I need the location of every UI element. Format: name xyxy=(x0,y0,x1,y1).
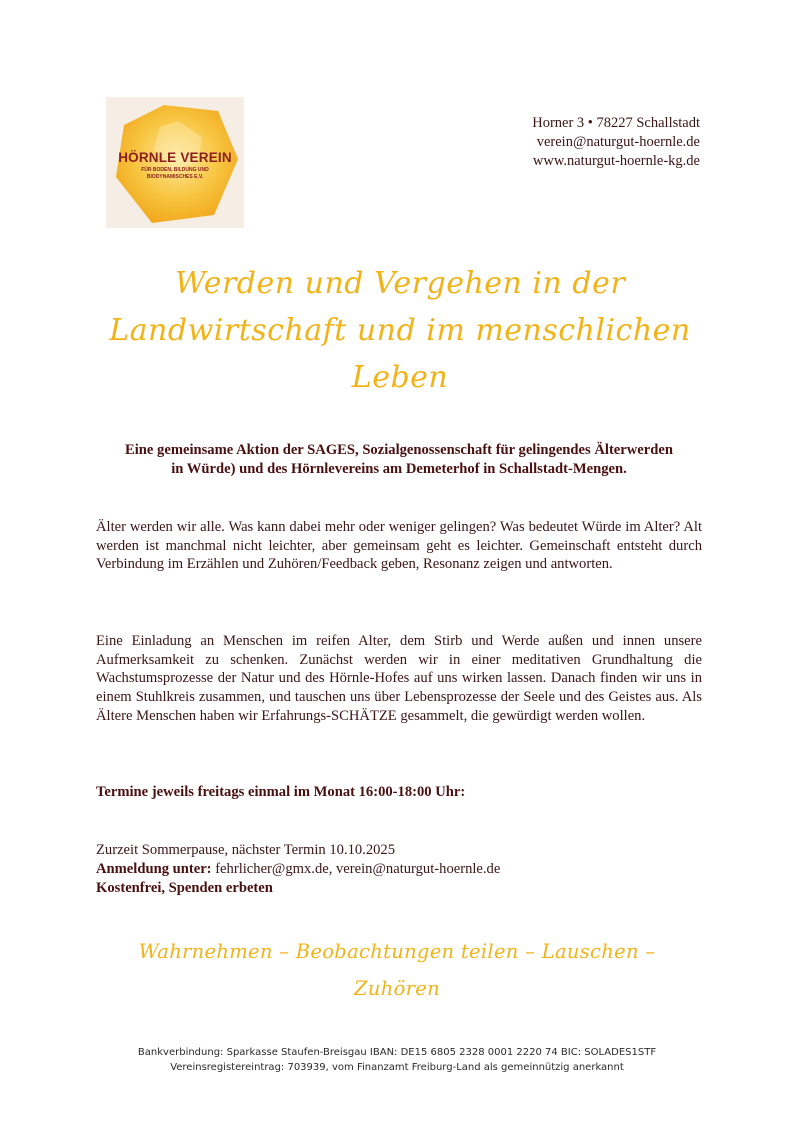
logo-subtitle-line: BIODYNAMISCHES E.V. xyxy=(146,173,204,180)
address-street: Horner 3 • 78227 Schallstadt xyxy=(532,115,700,131)
paragraph-1: Älter werden wir alle. Was kann dabei mehr oder weniger gelingen? Was bedeutet Würde im Alter? Alt werden ist manchmal nicht leichter, aber gemeinsam geht es leichter. Gemeinschaft entsteht durch Verbindung im Erzählen und Zuhören/Feedback geben, Resonanz zeigen und antworten. xyxy=(96,519,702,573)
intro-line: in Würde) und des Hörnlevereins am Demeterhof in Schallstadt-Mengen. xyxy=(171,461,627,477)
address-email[interactable]: verein@naturgut-hoernle.de xyxy=(536,134,700,150)
kosten-text: Kostenfrei, Spenden erbeten xyxy=(96,880,273,896)
address-block xyxy=(532,114,700,171)
footer-bank: Bankverbindung: Sparkasse Staufen-Breisgau IBAN: DE15 6805 2328 0001 2220 74 BIC: SOLADES1STF xyxy=(137,1047,657,1058)
logo-subtitle xyxy=(134,167,216,180)
anmeldung-line xyxy=(96,860,500,879)
motto xyxy=(90,933,704,1007)
logo xyxy=(106,97,244,228)
kosten-note xyxy=(96,879,500,898)
logo-subtitle-line: FÜR BODEN, BILDUNG UND xyxy=(141,167,209,173)
title-line: Werden und Vergehen in der xyxy=(174,266,626,301)
footer-register: Vereinsregistereintrag: 703939, vom Finanzamt Freiburg-Land als gemeinnützig anerkannt xyxy=(170,1062,624,1073)
anmeldung-label: Anmeldung unter: xyxy=(96,861,212,877)
pause-note: Zurzeit Sommerpause, nächster Termin 10.10.2025 xyxy=(96,842,396,858)
paragraph-2: Eine Einladung an Menschen im reifen Alter, dem Stirb und Werde außen und innen unsere Aufmerksamkeit zu schenken. Zunächst werden wir in einer meditativen Grundhaltung die Wachstumsprozesse der Natur und des Hörnle-Hofes auf uns wirken lassen. Danach finden wir uns in einem Stuhlkreis zusammen, und tauschen uns über Lebensprozesse der Seele und des Geistes aus. Als Ältere Menschen haben wir Erfahrungs-SCHÄTZE gesammelt, die gewürdigt werden wollen. xyxy=(96,633,702,724)
motto-line: Wahrnehmen – Beobachtungen teilen – Lauschen – xyxy=(138,940,656,963)
termine-heading: Termine jeweils freitags einmal im Monat 16:00-18:00 Uhr: xyxy=(96,784,466,800)
logo-title: HÖRNLE VEREIN xyxy=(118,150,232,165)
intro-text xyxy=(96,441,702,479)
title-line: Landwirtschaft und im menschlichen xyxy=(109,313,691,348)
footer xyxy=(60,1045,734,1075)
intro-line: Eine gemeinsame Aktion der SAGES, Sozialgenossenschaft für gelingendes Älterwerden xyxy=(125,442,673,458)
address-web[interactable]: www.naturgut-hoernle-kg.de xyxy=(532,153,700,169)
anmeldung-emails[interactable]: fehrlicher@gmx.de, verein@naturgut-hoernle.de xyxy=(211,861,501,877)
motto-line: Zuhören xyxy=(354,977,440,1000)
info-block xyxy=(96,841,500,898)
page-title xyxy=(60,260,740,401)
title-line: Leben xyxy=(351,360,449,395)
